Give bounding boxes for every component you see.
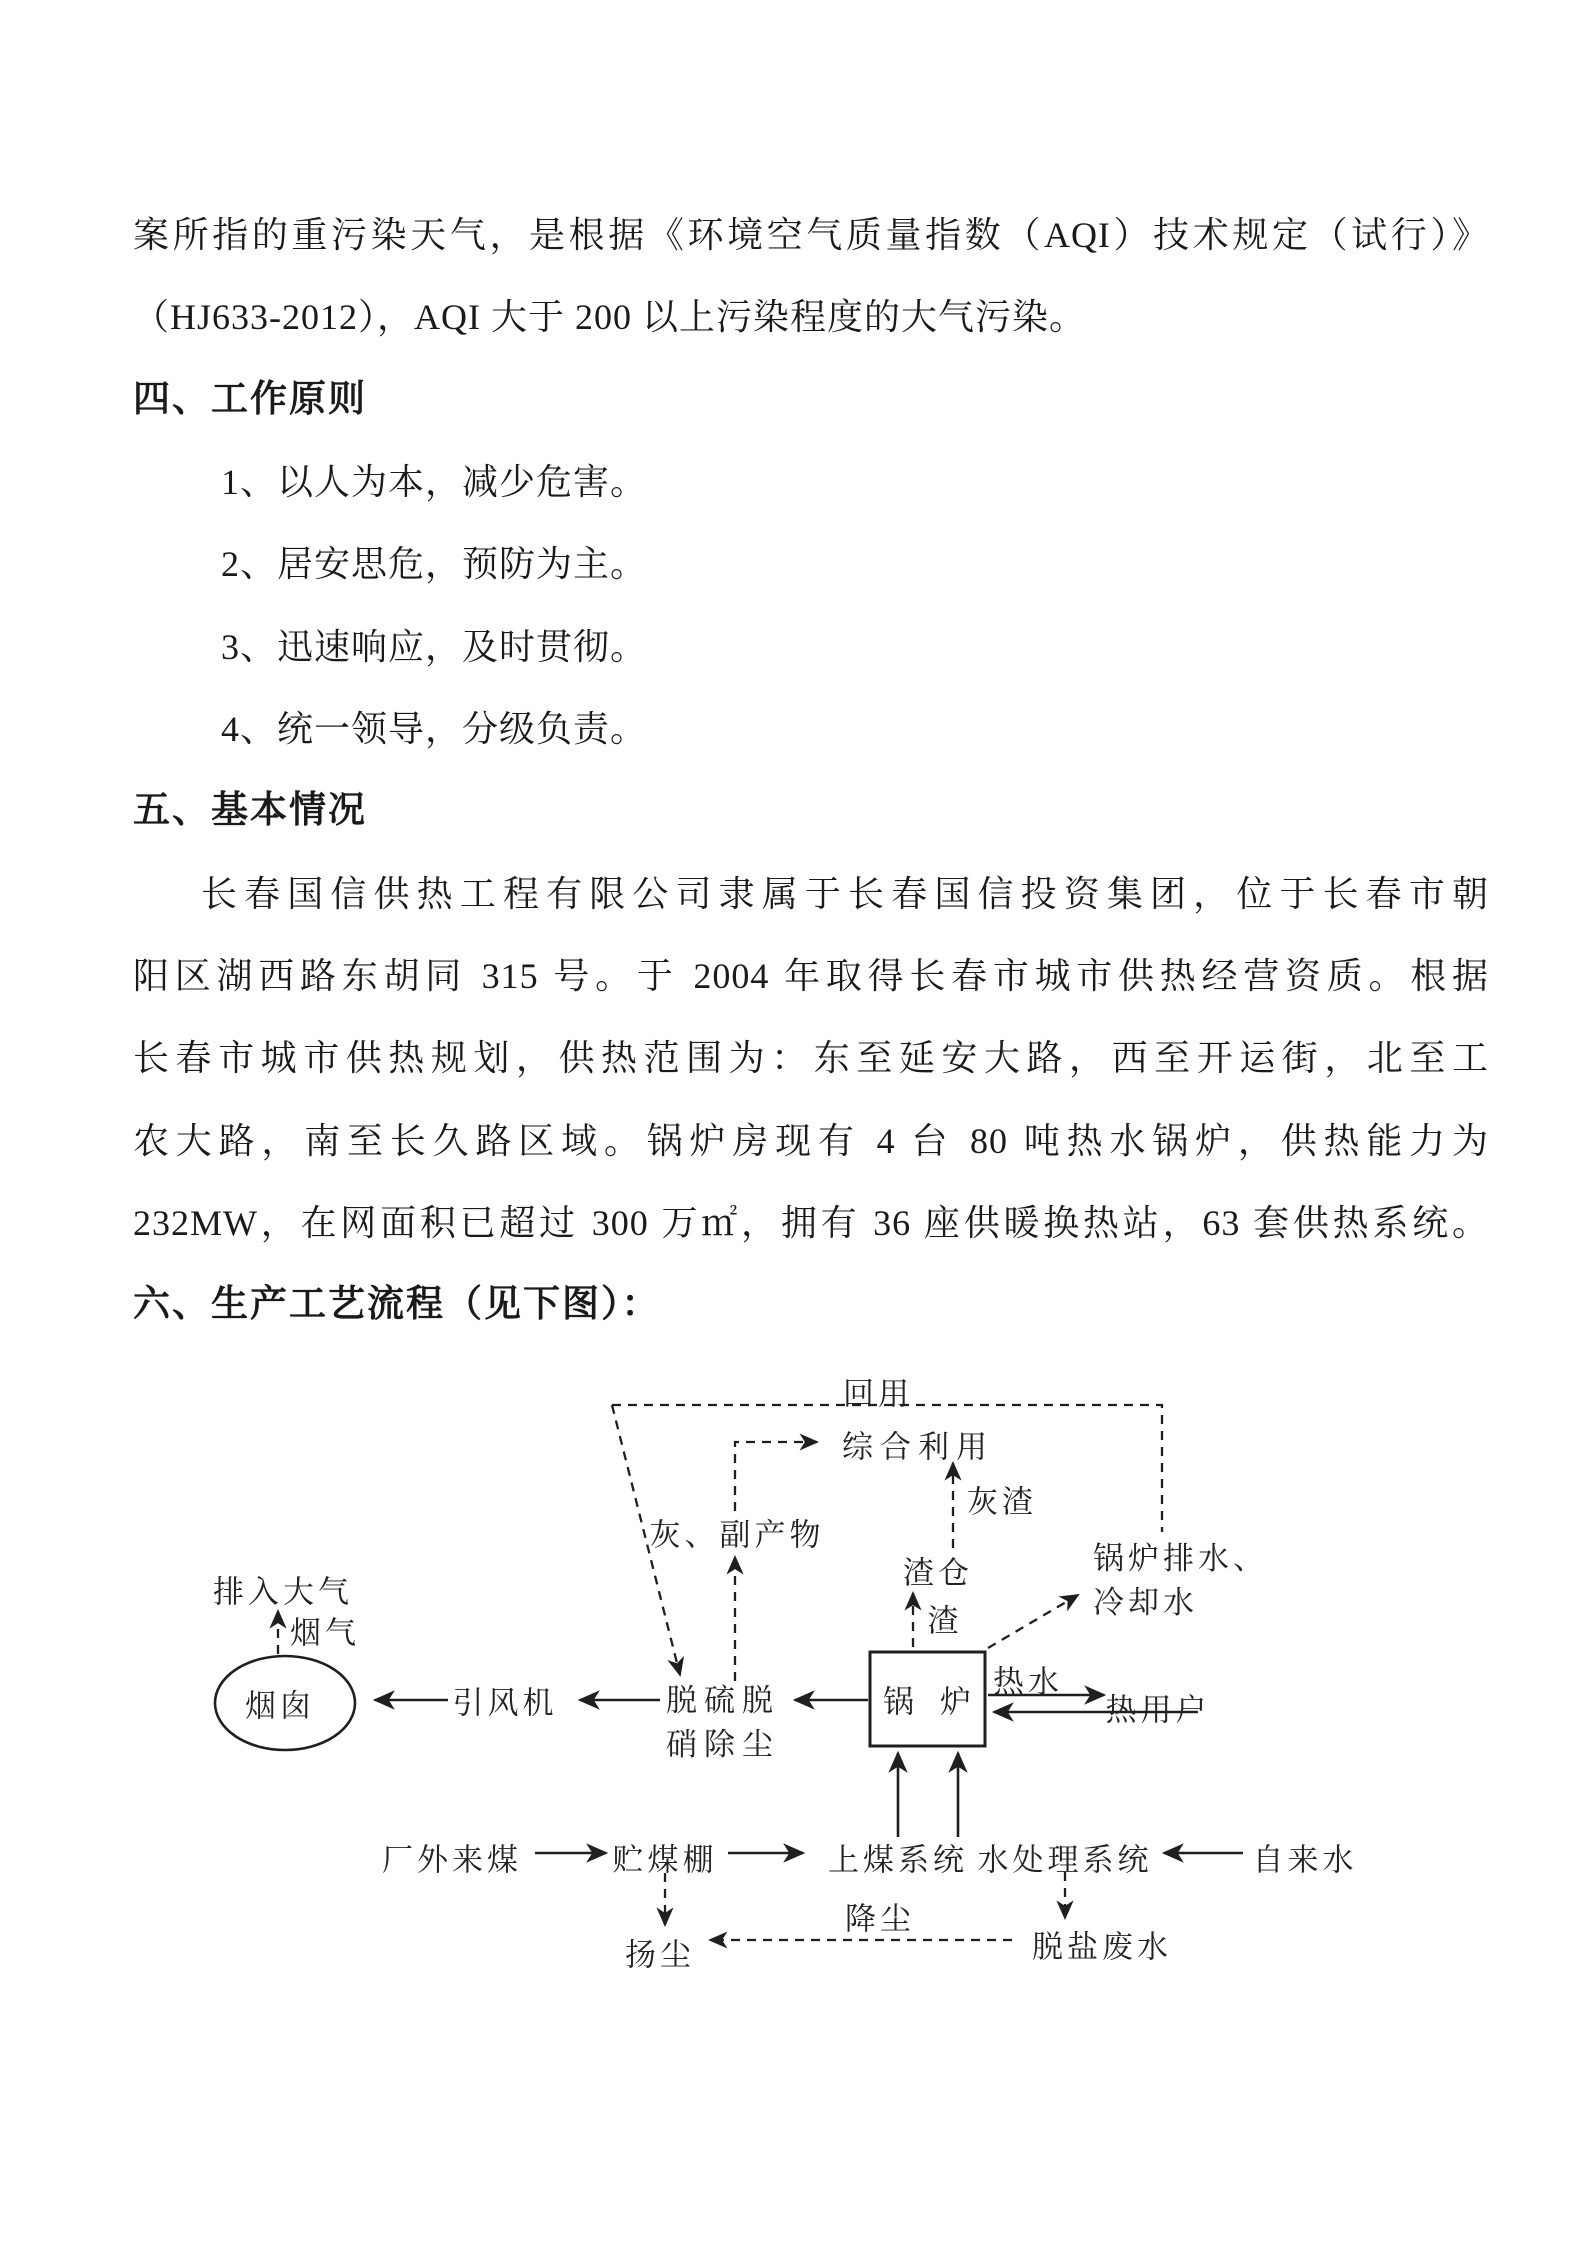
node-tap-water: 自来水 — [1252, 1842, 1358, 1878]
node-reuse: 回用 — [843, 1376, 913, 1412]
node-boiler-drain-line1: 锅炉排水、 — [1093, 1541, 1268, 1576]
node-coal-from-outside: 厂外来煤 — [382, 1842, 522, 1878]
node-ash-byproduct: 灰、副产物 — [649, 1517, 825, 1553]
node-slag-bin: 渣仓 — [903, 1555, 973, 1591]
node-desulfurization — [666, 1679, 780, 1767]
section-heading-5: 五、基本情况 — [133, 790, 367, 831]
node-flue-gas: 烟气 — [290, 1615, 360, 1651]
doc-line: （HJ633-2012），AQI 大于 200 以上污染程度的大气污染。 — [133, 297, 1086, 337]
list-item: 2、居安思危，预防为主。 — [221, 544, 648, 584]
node-water-treatment-system: 水处理系统 — [977, 1842, 1153, 1878]
node-desulfurization-line1: 脱硫脱 — [666, 1683, 780, 1718]
node-desalted-wastewater: 脱盐废水 — [1032, 1929, 1172, 1965]
doc-line: 长春市城市供热规划，供热范围为：东至延安大路，西至开运街，北至工 — [133, 1038, 1489, 1078]
node-hot-water: 热水 — [993, 1664, 1063, 1700]
doc-line: 232MW，在网面积已超过 300 万㎡，拥有 36 座供暖换热站，63 套供热系统。 — [133, 1203, 1489, 1243]
node-ash-residue: 灰渣 — [967, 1484, 1037, 1520]
process-flow-lines — [0, 1355, 1587, 1995]
list-item: 1、以人为本，减少危害。 — [221, 462, 648, 502]
doc-line: 长春国信供热工程有限公司隶属于长春国信投资集团，位于长春市朝 — [201, 874, 1489, 914]
list-item: 3、迅速响应，及时贯彻。 — [221, 627, 648, 667]
doc-line: 案所指的重污染天气，是根据《环境空气质量指数（AQI）技术规定（试行）》 — [133, 215, 1489, 255]
node-boiler: 锅炉 — [883, 1684, 997, 1720]
edge-boiler-to-drainwater — [988, 1595, 1078, 1648]
section-heading-4: 四、工作原则 — [133, 379, 367, 420]
node-boiler-drain-line2: 冷却水 — [1093, 1585, 1198, 1620]
node-fugitive-dust: 扬尘 — [625, 1937, 695, 1973]
node-dust-suppression: 降尘 — [845, 1901, 915, 1937]
list-item: 4、统一领导，分级负责。 — [221, 709, 648, 749]
process-flow-diagram — [0, 1355, 1587, 1995]
node-comprehensive-use: 综合利用 — [842, 1429, 994, 1465]
node-heat-users: 热用户 — [1105, 1692, 1211, 1728]
node-boiler-drain-water — [1093, 1537, 1268, 1625]
node-induced-draft-fan: 引风机 — [452, 1685, 558, 1721]
node-chimney: 烟囱 — [245, 1688, 315, 1724]
doc-line: 阳区湖西路东胡同 315 号。于 2004 年取得长春市城市供热经营资质。根据 — [133, 956, 1489, 996]
section-heading-6: 六、生产工艺流程（见下图）： — [133, 1284, 661, 1325]
edge-ashbyproduct-to-comprehensive — [735, 1442, 817, 1511]
node-coal-feeding-system: 上煤系统 — [828, 1842, 968, 1878]
node-coal-storage-shed: 贮煤棚 — [612, 1842, 718, 1878]
node-desulfurization-line2: 硝除尘 — [666, 1727, 780, 1762]
node-to-atmosphere: 排入大气 — [213, 1574, 353, 1610]
doc-line: 农大路，南至长久路区域。锅炉房现有 4 台 80 吨热水锅炉，供热能力为 — [133, 1121, 1489, 1161]
node-slag: 渣 — [927, 1603, 963, 1639]
